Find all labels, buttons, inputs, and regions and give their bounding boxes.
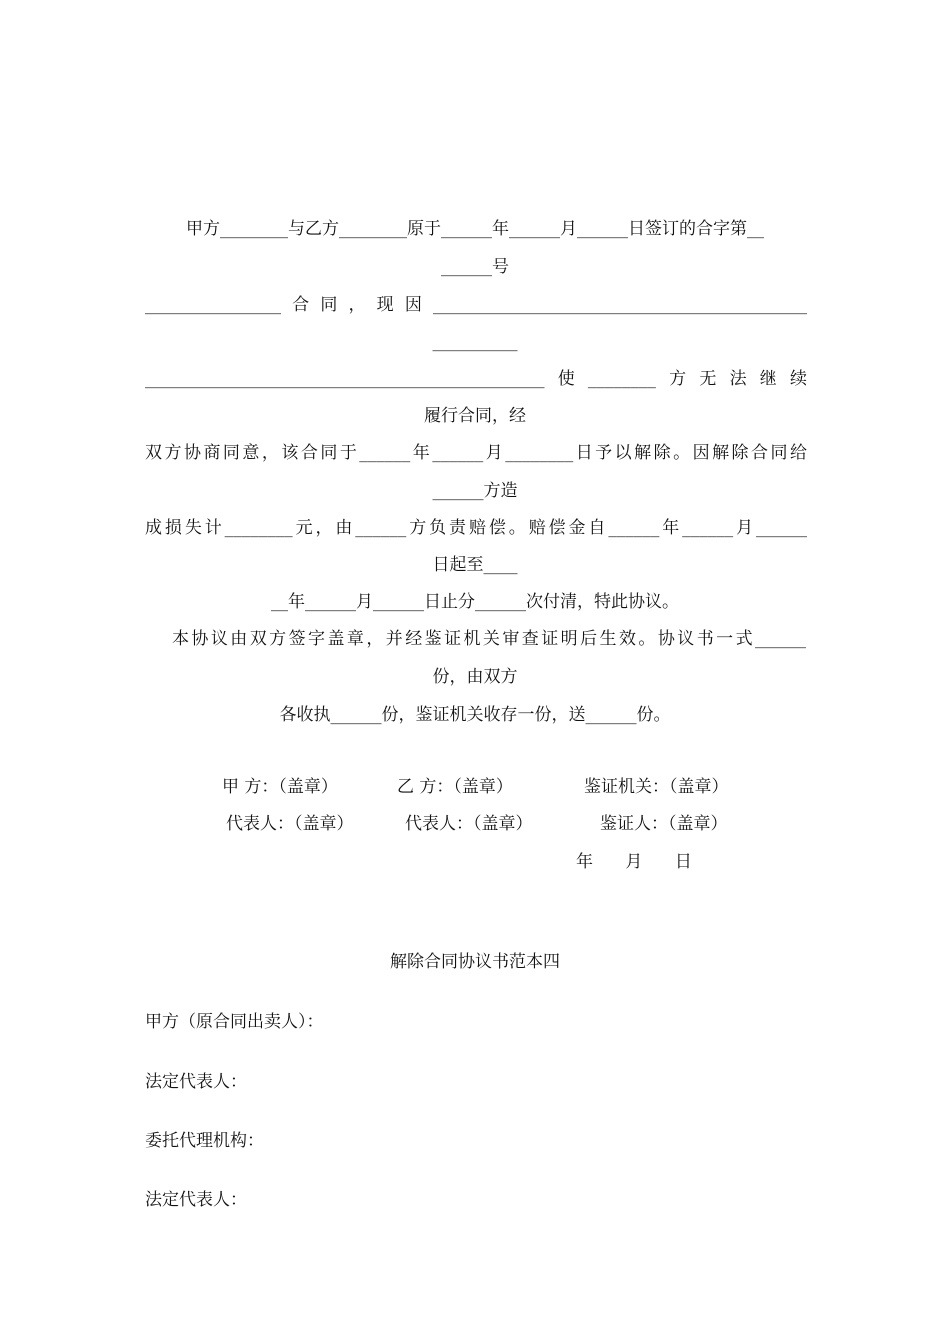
party-b-signature: 乙 方：（盖章）	[397, 777, 513, 797]
agreement-line-10: 日起至____	[432, 555, 518, 575]
seller-field-label: 甲方（原合同出卖人）：	[145, 1012, 324, 1032]
representative-b-signature: 代表人：（盖章）	[405, 814, 533, 834]
agreement-line-4: __________	[432, 332, 518, 352]
agreement-line-8: ______方造	[432, 481, 518, 501]
agreement-line-1: 甲方________与乙方________原于______年______月______日签订的合字第__	[186, 219, 764, 239]
party-a-signature: 甲 方：（盖章）	[222, 777, 338, 797]
legal-representative-field-label: 法定代表人：	[145, 1072, 247, 1092]
agreement-line-5: _______________________________________________使________方无法继续	[145, 369, 807, 389]
representative-a-signature: 代表人：（盖章）	[226, 814, 354, 834]
agent-organization-field-label: 委托代理机构：	[145, 1131, 264, 1151]
agreement-line-7: 双方协商同意，该合同于______年______月________日予以解除。因解除合同给	[145, 443, 807, 463]
signature-date: 年 月 日	[576, 852, 692, 872]
agreement-line-14: 各收执______份，鉴证机关收存一份，送______份。	[279, 705, 671, 725]
agreement-line-2: ______号	[441, 257, 509, 277]
certifier-signature: 鉴证人：（盖章）	[600, 814, 728, 834]
agent-legal-representative-field-label: 法定代表人：	[145, 1190, 247, 1210]
agreement-line-6: 履行合同，经	[424, 406, 526, 426]
agreement-line-11: __年______月______日止分______次付清，特此协议。	[271, 592, 679, 612]
agreement-line-12: 本协议由双方签字盖章，并经鉴证机关审查证明后生效。协议书一式______	[172, 629, 806, 649]
agreement-line-9: 成损失计________元，由______方负责赔偿。赔偿金自______年______月______	[145, 518, 807, 538]
section-title: 解除合同协议书范本四	[390, 952, 560, 972]
authority-signature: 鉴证机关：（盖章）	[584, 777, 729, 797]
agreement-line-3: ________________合同，现因____________________________________________	[145, 295, 807, 315]
agreement-line-13: 份，由双方	[432, 667, 518, 687]
